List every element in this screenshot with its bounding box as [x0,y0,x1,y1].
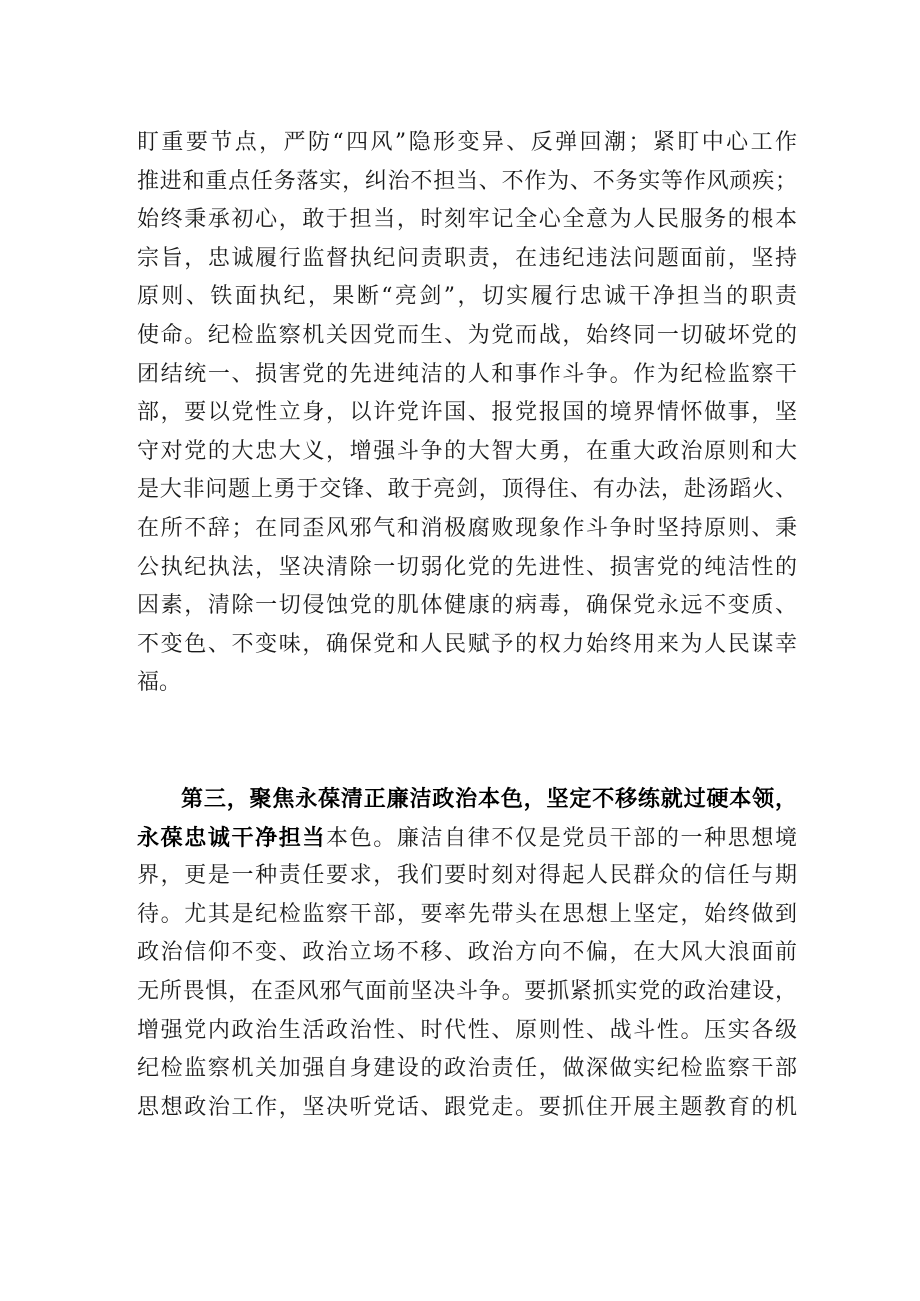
paragraph-2 [137,780,797,1127]
text-line: 增强党内政治生活政治性、时代性、原则性、战斗性。压实各级 [137,1017,797,1043]
text-line: 无所畏惧，在歪风邪气面前坚决斗争。要抓紧抓实党的政治建设， [137,978,797,1004]
text-line: 公执纪执法，坚决清除一切弱化党的先进性、损害党的纯洁性的 [137,554,797,580]
paragraph-1 [137,124,797,703]
text-line: 思想政治工作，坚决听党话、跟党走。要抓住开展主题教育的机 [137,1094,797,1120]
text-line: 部，要以党性立身，以许党许国、报党报国的境界情怀做事，坚 [137,400,797,426]
text-line: 不变色、不变味，确保党和人民赋予的权力始终用来为人民谋幸 [137,631,797,657]
text-line: 宗旨，忠诚履行监督执纪问责职责，在违纪违法问题面前，坚持 [137,245,797,271]
text-line: 盯重要节点，严防“四风”隐形变异、反弹回潮；紧盯中心工作 [137,130,797,155]
text-line: 福。 [137,670,182,696]
section-heading-continuation: 永葆忠诚干净担当 [137,824,327,851]
text-line: 原则、铁面执纪，果断“亮剑”，切实履行忠诚干净担当的职责 [137,284,797,310]
section-heading: 第三，聚焦永葆清正廉洁政治本色，坚定不移练就过硬本领， [181,786,797,812]
text-line: 纪检监察机关加强自身建设的政治责任，做深做实纪检监察干部 [137,1056,797,1082]
text-line: 界，更是一种责任要求，我们要时刻对得起人民群众的信任与期 [137,863,797,889]
text-line: 因素，清除一切侵蚀党的肌体健康的病毒，确保党永远不变质、 [137,593,797,619]
text-line: 待。尤其是纪检监察干部，要率先带头在思想上坚定，始终做到 [137,901,797,927]
text-line: 在所不辞；在同歪风邪气和消极腐败现象作斗争时坚持原则、秉 [137,515,797,541]
text-line-rest: 本色。廉洁自律不仅是党员干部的一种思想境 [326,825,797,851]
text-line: 始终秉承初心，敢于担当，时刻牢记全心全意为人民服务的根本 [137,207,797,233]
text-line: 团结统一、损害党的先进纯洁的人和事作斗争。作为纪检监察干 [137,361,797,387]
text-line: 政治信仰不变、政治立场不移、政治方向不偏，在大风大浪面前 [137,940,797,966]
text-line: 是大非问题上勇于交锋、敢于亮剑，顶得住、有办法，赴汤蹈火、 [137,477,797,503]
text-line [137,819,797,858]
text-line: 守对党的大忠大义，增强斗争的大智大勇，在重大政治原则和大 [137,438,797,464]
text-line: 推进和重点任务落实，纠治不担当、不作为、不务实等作风顽疾； [137,168,797,194]
text-line: 使命。纪检监察机关因党而生、为党而战，始终同一切破坏党的 [137,322,797,348]
